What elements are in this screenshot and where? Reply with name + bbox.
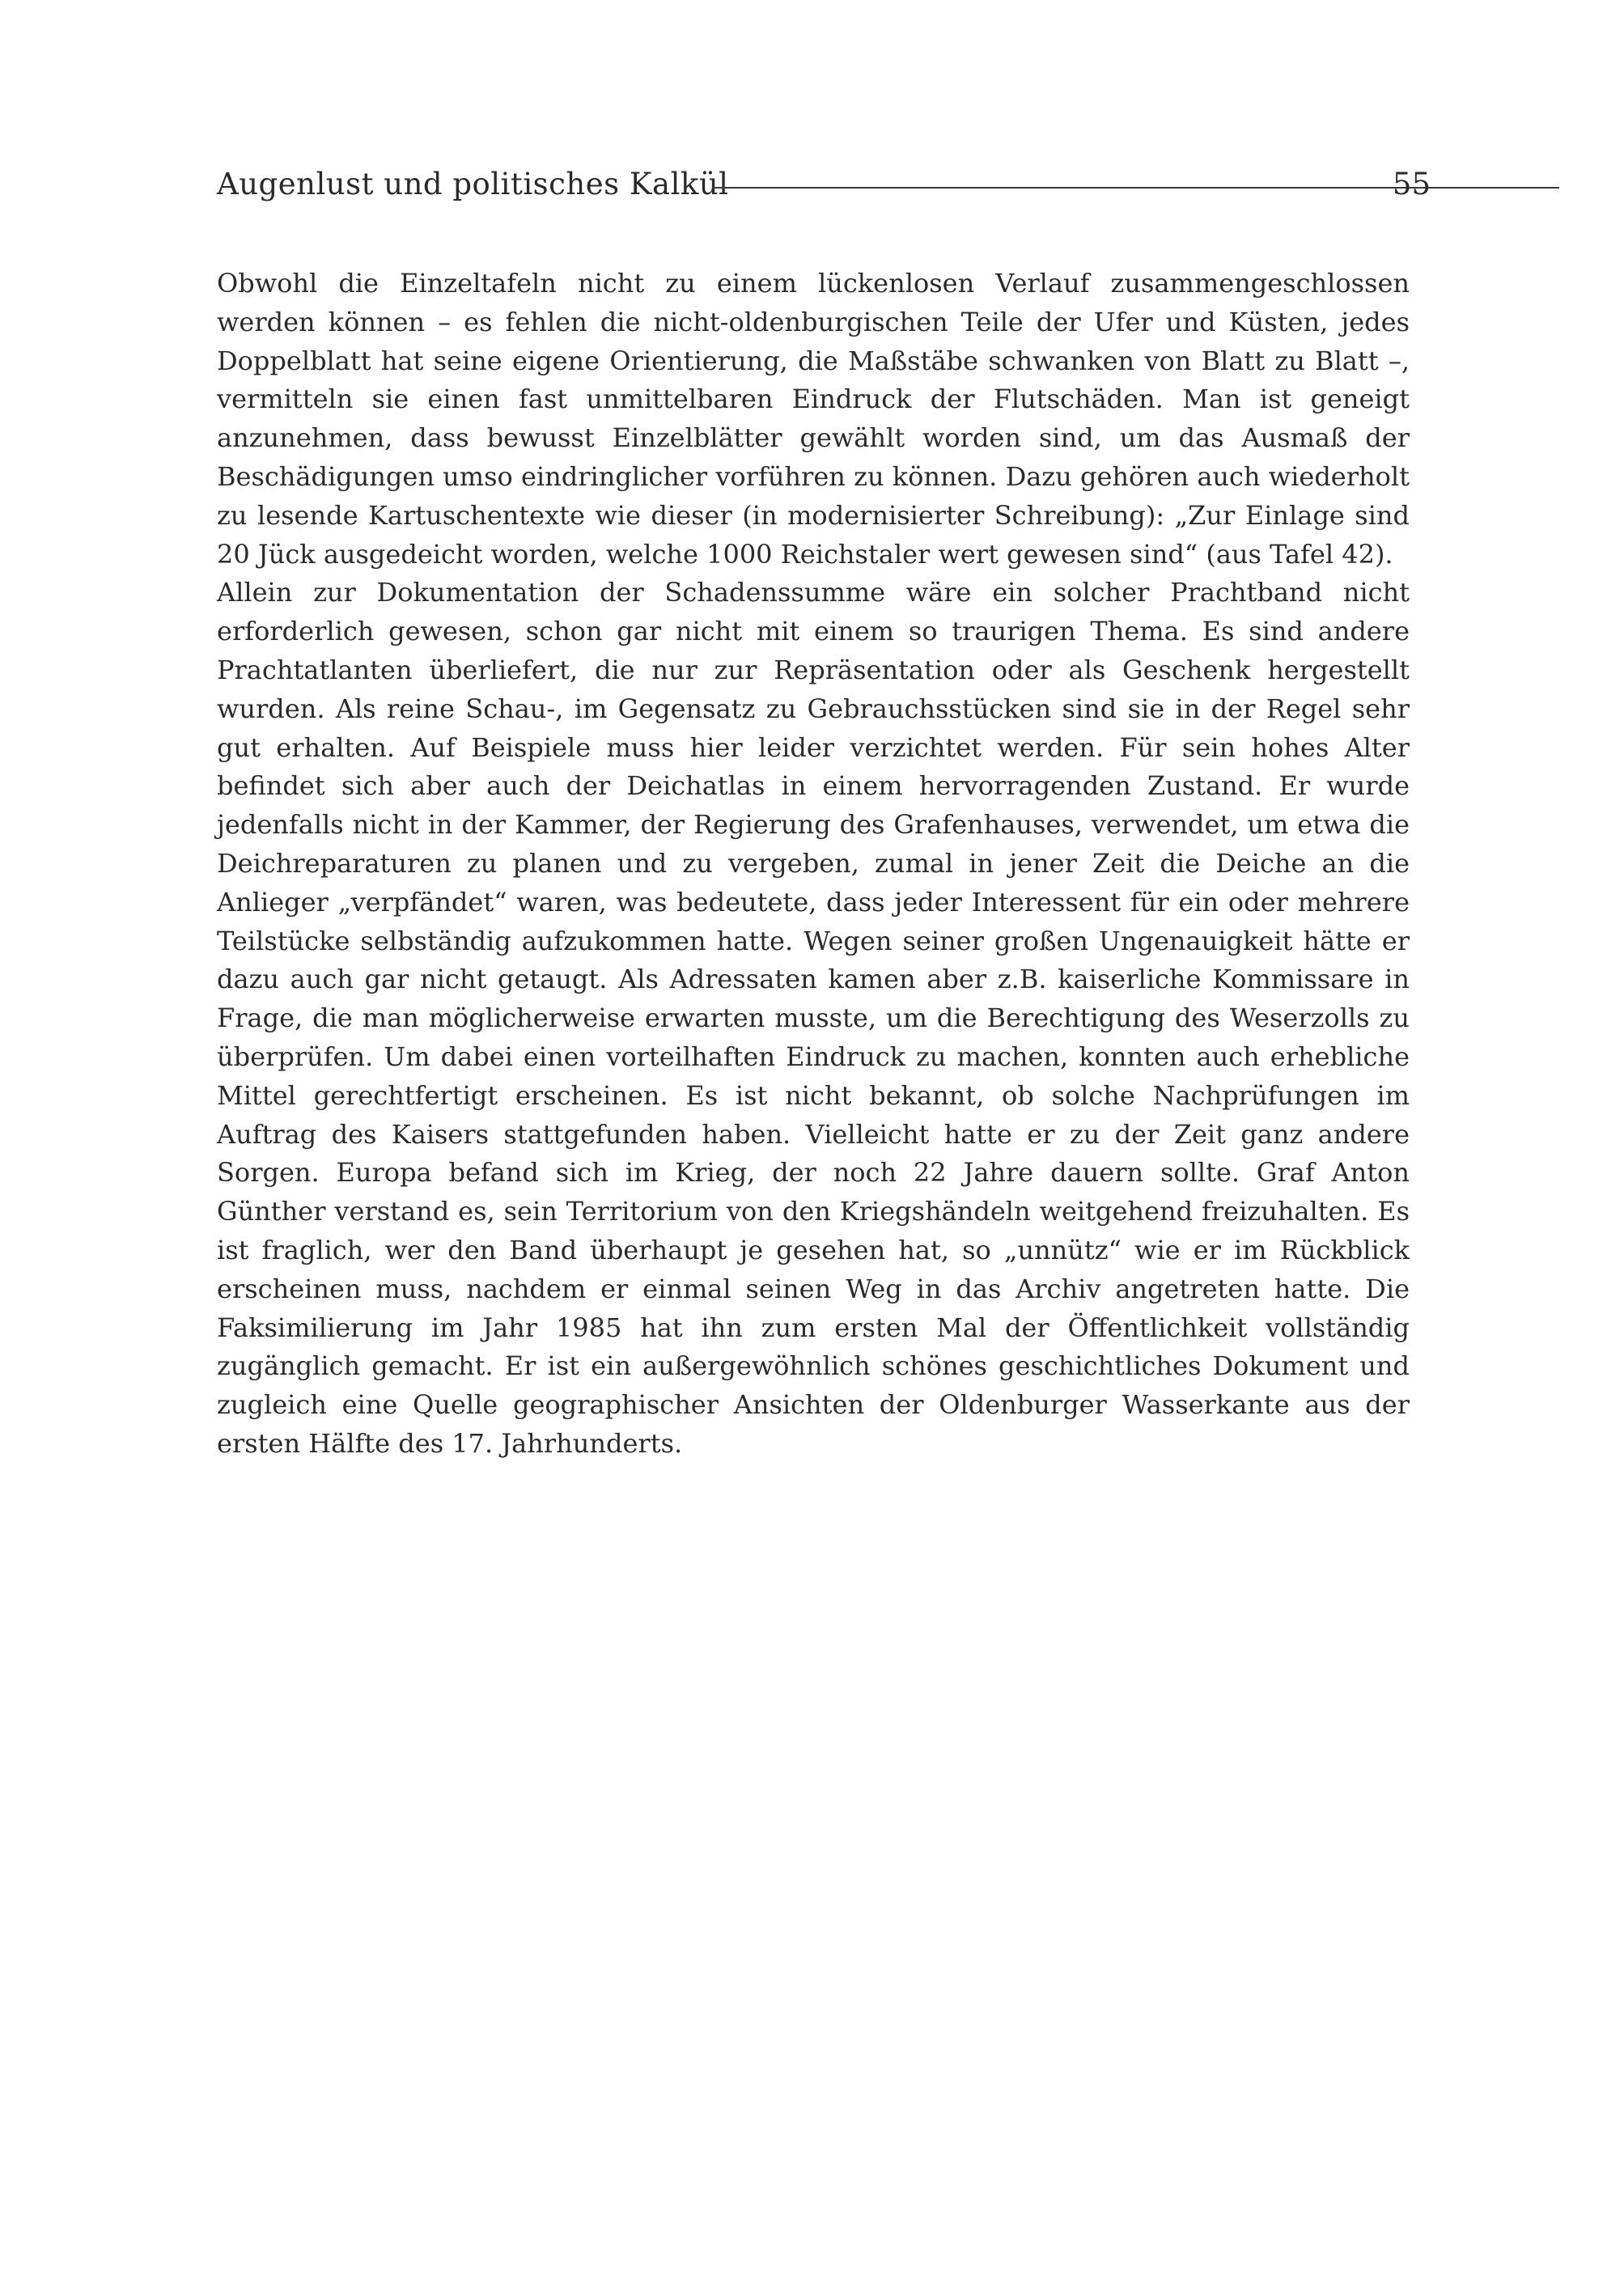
page-number: 55 [1392, 167, 1431, 201]
paragraph-1: Obwohl die Einzeltafeln nicht zu einem lückenlosen Verlauf zusammengeschlossen werden können – es fehlen die nicht-oldenburgischen Teile der Ufer und Küsten, jedes Doppelblatt hat seine eigene Orientierung, die Maßstäbe schwanken von Blatt zu Blatt –, vermitteln sie einen fast unmittelbaren Eindruck der Flutschäden. Man ist geneigt anzunehmen, dass bewusst Einzelblätter gewählt worden sind, um das Ausmaß der Beschädigungen umso eindringlicher vorführen zu können. Dazu gehören auch wiederholt zu lesende Kartuschentexte wie dieser (in modernisierter Schreibung): „Zur Einlage sind 20 Jück ausgedeicht worden, welche 1000 Reichstaler wert gewesen sind“ (aus Tafel 42). [217, 268, 1410, 570]
body-text [217, 265, 1410, 1464]
running-header [217, 162, 1431, 207]
header-rule [712, 187, 1559, 189]
running-title: Augenlust und politisches Kalkül [217, 167, 729, 201]
paragraph-2: Allein zur Dokumentation der Schadenssumme wäre ein solcher Prachtband nicht erforderlich gewesen, schon gar nicht mit einem so traurigen Thema. Es sind andere Prachtatlanten überliefert, die nur zur Repräsentation oder als Geschenk hergestellt wurden. Als reine Schau-, im Gegensatz zu Gebrauchsstücken sind sie in der Regel sehr gut erhalten. Auf Beispiele muss hier leider verzichtet werden. Für sein hohes Alter befindet sich aber auch der Deichatlas in einem hervorragenden Zustand. Er wurde jedenfalls nicht in der Kammer, der Regierung des Grafenhauses, verwendet, um etwa die Deichreparaturen zu planen und zu vergeben, zumal in jener Zeit die Deiche an die Anlieger „verpfändet“ waren, was bedeutete, dass jeder Interessent für ein oder mehrere Teilstücke selbständig aufzukommen hatte. Wegen seiner großen Ungenauigkeit hätte er dazu auch gar nicht getaugt. Als Adressaten kamen aber z.B. kaiserliche Kommissare in Frage, die man möglicherweise erwarten musste, um die Berechtigung des Weserzolls zu überprüfen. Um dabei einen vorteilhaften Eindruck zu machen, konnten auch erhebliche Mittel gerechtfertigt erscheinen. Es ist nicht bekannt, ob solche Nachprüfungen im Auftrag des Kaisers stattgefunden haben. Vielleicht hatte er zu der Zeit ganz andere Sorgen. Europa befand sich im Krieg, der noch 22 Jahre dauern sollte. Graf Anton Günther verstand es, sein Territorium von den Kriegshändeln weitgehend freizuhalten. Es ist fraglich, wer den Band überhaupt je gesehen hat, so „unnütz“ wie er im Rückblick erscheinen muss, nachdem er einmal seinen Weg in das Archiv angetreten hatte. Die Faksimilierung im Jahr 1985 hat ihn zum ersten Mal der Öffentlichkeit vollständig zugänglich gemacht. Er ist ein außergewöhnlich schönes geschichtliches Dokument und zugleich eine Quelle geographischer Ansichten der Oldenburger Wasserkante aus der ersten Hälfte des 17. Jahrhunderts. [217, 577, 1410, 1459]
